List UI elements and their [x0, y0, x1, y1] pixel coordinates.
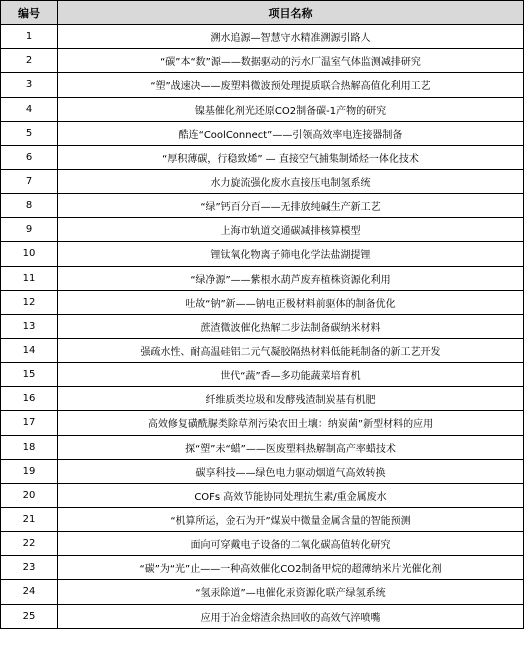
table-row	[1, 25, 524, 49]
row-project-name: 上海市轨道交通碳减排核算模型	[58, 218, 524, 242]
table-body	[1, 25, 524, 629]
row-project-name: 应用于冶金熔渣余热回收的高效气淬喷嘴	[58, 604, 524, 628]
row-number: 12	[1, 290, 58, 314]
row-project-name: 镍基催化剂光还原CO2制备碳-1产物的研究	[58, 97, 524, 121]
row-project-name: COFs 高效节能协同处理抗生素/重金属废水	[58, 483, 524, 507]
table-row	[1, 604, 524, 628]
table-row	[1, 49, 524, 73]
row-number: 18	[1, 435, 58, 459]
row-project-name: 探“塑”未“蜡”——医废塑料热解制高产率蜡技术	[58, 435, 524, 459]
row-project-name: “绿”钙百分百——无排放纯碱生产新工艺	[58, 194, 524, 218]
table-row	[1, 556, 524, 580]
row-project-name: 面向可穿戴电子设备的二氧化碳高值转化研究	[58, 532, 524, 556]
row-project-name: “厚积薄碳，行稳致烯” — 直接空气捕集制烯烃一体化技术	[58, 145, 524, 169]
table-row	[1, 169, 524, 193]
row-number: 1	[1, 25, 58, 49]
row-number: 7	[1, 169, 58, 193]
row-project-name: 锂钛氧化物离子筛电化学法盐湖提锂	[58, 242, 524, 266]
row-number: 4	[1, 97, 58, 121]
row-number: 8	[1, 194, 58, 218]
table-row	[1, 194, 524, 218]
row-project-name: “绿净源”——紫根水葫芦废弃植株资源化利用	[58, 266, 524, 290]
table-row	[1, 387, 524, 411]
table-row	[1, 459, 524, 483]
table-row	[1, 580, 524, 604]
table-row	[1, 218, 524, 242]
table-row	[1, 363, 524, 387]
row-number: 17	[1, 411, 58, 435]
row-project-name: 强疏水性、耐高温硅铝二元气凝胶隔热材料低能耗制备的新工艺开发	[58, 338, 524, 362]
row-number: 14	[1, 338, 58, 362]
table-row	[1, 290, 524, 314]
row-project-name: “碳”本“数”源——数据驱动的污水厂温室气体监测减排研究	[58, 49, 524, 73]
row-number: 21	[1, 507, 58, 531]
row-project-name: 水力旋流强化废水直接压电制氢系统	[58, 169, 524, 193]
table-row	[1, 435, 524, 459]
row-project-name: 酷连“CoolConnect”——引领高效率电连接器制备	[58, 121, 524, 145]
row-number: 11	[1, 266, 58, 290]
row-number: 22	[1, 532, 58, 556]
table-row	[1, 411, 524, 435]
row-project-name: 高效修复磺酰脲类除草剂污染农田土壤：纳炭菌”新型材料的应用	[58, 411, 524, 435]
row-project-name: “机算所运，金石为开”煤炭中微量金属含量的智能预测	[58, 507, 524, 531]
table-row	[1, 532, 524, 556]
table-row	[1, 338, 524, 362]
row-project-name: 纤维质类垃圾和发酵残渣制炭基有机肥	[58, 387, 524, 411]
row-number: 19	[1, 459, 58, 483]
row-number: 23	[1, 556, 58, 580]
row-number: 3	[1, 73, 58, 97]
row-number: 20	[1, 483, 58, 507]
row-project-name: 蔗渣微波催化热解二步法制备碳纳米材料	[58, 314, 524, 338]
table-row	[1, 73, 524, 97]
row-number: 15	[1, 363, 58, 387]
row-number: 9	[1, 218, 58, 242]
row-project-name: 溯水追源—智慧守水精准溯源引路人	[58, 25, 524, 49]
table-header	[1, 1, 524, 25]
header-number: 编号	[1, 1, 58, 25]
row-number: 6	[1, 145, 58, 169]
row-project-name: 碳享科技——绿色电力驱动烟道气高效转换	[58, 459, 524, 483]
row-project-name: “塑”战速决——废塑料微波预处理提质联合热解高值化利用工艺	[58, 73, 524, 97]
table-row	[1, 97, 524, 121]
row-number: 16	[1, 387, 58, 411]
header-project-name: 项目名称	[58, 1, 524, 25]
row-project-name: “氢汞除道”—电催化汞资源化联产绿氢系统	[58, 580, 524, 604]
row-number: 10	[1, 242, 58, 266]
table-row	[1, 121, 524, 145]
row-number: 24	[1, 580, 58, 604]
table-row	[1, 242, 524, 266]
row-project-name: 吐故“钠”新——钠电正极材料前驱体的制备优化	[58, 290, 524, 314]
table-row	[1, 314, 524, 338]
row-number: 5	[1, 121, 58, 145]
row-project-name: 世代“蔬”香—多功能蔬菜培育机	[58, 363, 524, 387]
header-row	[1, 1, 524, 25]
table-row	[1, 266, 524, 290]
row-number: 13	[1, 314, 58, 338]
table-row	[1, 483, 524, 507]
row-number: 25	[1, 604, 58, 628]
row-number: 2	[1, 49, 58, 73]
table-row	[1, 145, 524, 169]
row-project-name: “碳”为“光”止——一种高效催化CO2制备甲烷的超薄纳米片光催化剂	[58, 556, 524, 580]
table-row	[1, 507, 524, 531]
